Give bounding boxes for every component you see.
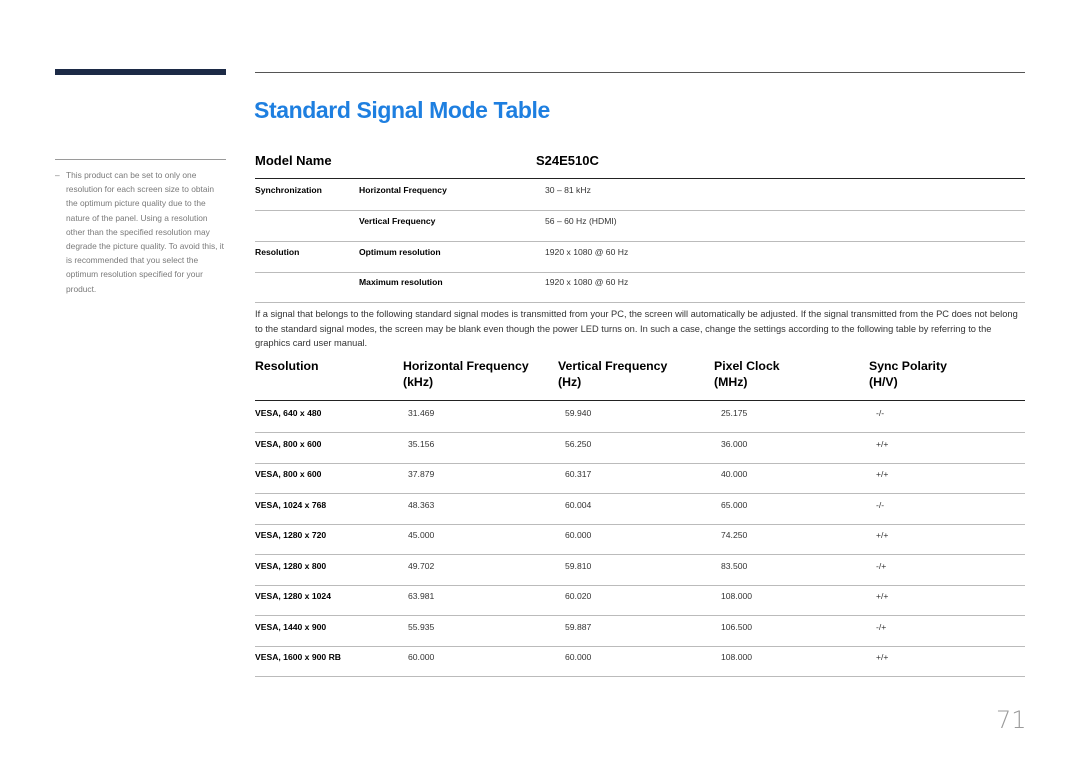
cell-polarity: +/+ bbox=[876, 591, 889, 601]
page-number: 71 bbox=[996, 706, 1027, 734]
note-dash: – bbox=[55, 170, 60, 180]
cell-polarity: -/- bbox=[876, 500, 885, 510]
spec-key: Vertical Frequency bbox=[359, 216, 436, 226]
cell-pixel-clock: 25.175 bbox=[721, 408, 748, 418]
signal-table-header bbox=[255, 356, 1025, 401]
cell-vfreq: 60.317 bbox=[565, 469, 592, 479]
spec-key: Optimum resolution bbox=[359, 247, 441, 257]
spec-value: 1920 x 1080 @ 60 Hz bbox=[545, 247, 629, 257]
spec-row bbox=[255, 180, 1025, 211]
cell-polarity: -/+ bbox=[876, 622, 887, 632]
table-row bbox=[255, 555, 1025, 586]
cell-hfreq: 55.935 bbox=[408, 622, 435, 632]
model-name-label: Model Name bbox=[255, 153, 332, 168]
cell-hfreq: 37.879 bbox=[408, 469, 435, 479]
cell-vfreq: 59.810 bbox=[565, 561, 592, 571]
header-pixel-clock bbox=[714, 358, 780, 390]
sidebar-note bbox=[55, 168, 227, 296]
cell-pixel-clock: 108.000 bbox=[721, 652, 753, 662]
cell-hfreq: 48.363 bbox=[408, 500, 435, 510]
cell-hfreq: 31.469 bbox=[408, 408, 435, 418]
note-text: This product can be set to only one resolution for each screen size to obtain the optimum picture quality due to the nature of the panel. Using a resolution other than the specified resolution may degrade the picture quality. To avoid this, it is recommended that you select the optimum resolution specified for your product. bbox=[66, 170, 224, 294]
cell-resolution: VESA, 1024 x 768 bbox=[255, 500, 327, 510]
cell-vfreq: 59.940 bbox=[565, 408, 592, 418]
cell-polarity: +/+ bbox=[876, 530, 889, 540]
cell-resolution: VESA, 1280 x 800 bbox=[255, 561, 327, 571]
header-line: Vertical Frequency bbox=[558, 359, 668, 373]
cell-polarity: +/+ bbox=[876, 652, 889, 662]
cell-pixel-clock: 108.000 bbox=[721, 591, 753, 601]
spec-key: Maximum resolution bbox=[359, 277, 443, 287]
header-horizontal-frequency bbox=[403, 358, 529, 390]
header-unit: (Hz) bbox=[558, 375, 582, 389]
cell-pixel-clock: 74.250 bbox=[721, 530, 748, 540]
model-name-header bbox=[255, 150, 1025, 179]
spec-key: Horizontal Frequency bbox=[359, 185, 447, 195]
cell-polarity: -/+ bbox=[876, 561, 887, 571]
cell-vfreq: 60.000 bbox=[565, 652, 592, 662]
cell-vfreq: 60.004 bbox=[565, 500, 592, 510]
spec-row bbox=[255, 242, 1025, 273]
spec-value: 1920 x 1080 @ 60 Hz bbox=[545, 277, 629, 287]
page-title: Standard Signal Mode Table bbox=[254, 97, 550, 123]
header-divider bbox=[255, 72, 1025, 73]
cell-vfreq: 60.020 bbox=[565, 591, 592, 601]
section-marker-bar bbox=[55, 69, 226, 75]
cell-vfreq: 60.000 bbox=[565, 530, 592, 540]
cell-resolution: VESA, 1280 x 720 bbox=[255, 530, 327, 540]
cell-vfreq: 59.887 bbox=[565, 622, 592, 632]
sidebar-divider bbox=[55, 159, 226, 160]
cell-polarity: -/- bbox=[876, 408, 885, 418]
cell-hfreq: 45.000 bbox=[408, 530, 435, 540]
cell-pixel-clock: 106.500 bbox=[721, 622, 753, 632]
header-sync-polarity bbox=[869, 358, 947, 390]
table-row bbox=[255, 616, 1025, 647]
table-row bbox=[255, 524, 1025, 555]
cell-resolution: VESA, 1600 x 900 RB bbox=[255, 652, 341, 662]
header-unit: (MHz) bbox=[714, 375, 748, 389]
header-line: Resolution bbox=[255, 359, 319, 373]
table-row bbox=[255, 646, 1025, 677]
header-unit: (H/V) bbox=[869, 375, 898, 389]
cell-resolution: VESA, 800 x 600 bbox=[255, 469, 322, 479]
spec-group: Resolution bbox=[255, 247, 300, 257]
spec-value: 56 – 60 Hz (HDMI) bbox=[545, 216, 617, 226]
header-line: Horizontal Frequency bbox=[403, 359, 529, 373]
cell-vfreq: 56.250 bbox=[565, 439, 592, 449]
table-row bbox=[255, 433, 1025, 464]
table-row bbox=[255, 494, 1025, 525]
cell-resolution: VESA, 800 x 600 bbox=[255, 439, 322, 449]
spec-value: 30 – 81 kHz bbox=[545, 185, 591, 195]
header-resolution bbox=[255, 358, 319, 374]
header-line: Pixel Clock bbox=[714, 359, 780, 373]
table-row bbox=[255, 463, 1025, 494]
cell-pixel-clock: 36.000 bbox=[721, 439, 748, 449]
header-line: Sync Polarity bbox=[869, 359, 947, 373]
signal-mode-description: If a signal that belongs to the following standard signal modes is transmitted from your PC, the screen will automatically be adjusted. If the signal transmitted from the PC does not belong to the standard signal modes, the screen may be blank even though the power LED turns on. In such a case, change the settings according to the following table by referring to the graphics card user manual. bbox=[255, 309, 1018, 348]
spec-row bbox=[255, 211, 1025, 242]
table-row bbox=[255, 402, 1025, 433]
header-vertical-frequency bbox=[558, 358, 667, 390]
cell-hfreq: 49.702 bbox=[408, 561, 435, 571]
cell-resolution: VESA, 640 x 480 bbox=[255, 408, 322, 418]
spec-row bbox=[255, 272, 1025, 303]
cell-polarity: +/+ bbox=[876, 469, 889, 479]
cell-hfreq: 63.981 bbox=[408, 591, 435, 601]
model-name-value: S24E510C bbox=[536, 153, 599, 168]
cell-pixel-clock: 40.000 bbox=[721, 469, 748, 479]
cell-pixel-clock: 65.000 bbox=[721, 500, 748, 510]
cell-hfreq: 60.000 bbox=[408, 652, 435, 662]
cell-resolution: VESA, 1440 x 900 bbox=[255, 622, 327, 632]
cell-pixel-clock: 83.500 bbox=[721, 561, 748, 571]
cell-resolution: VESA, 1280 x 1024 bbox=[255, 591, 331, 601]
table-row bbox=[255, 585, 1025, 616]
spec-group: Synchronization bbox=[255, 185, 322, 195]
cell-polarity: +/+ bbox=[876, 439, 889, 449]
header-unit: (kHz) bbox=[403, 375, 434, 389]
cell-hfreq: 35.156 bbox=[408, 439, 435, 449]
